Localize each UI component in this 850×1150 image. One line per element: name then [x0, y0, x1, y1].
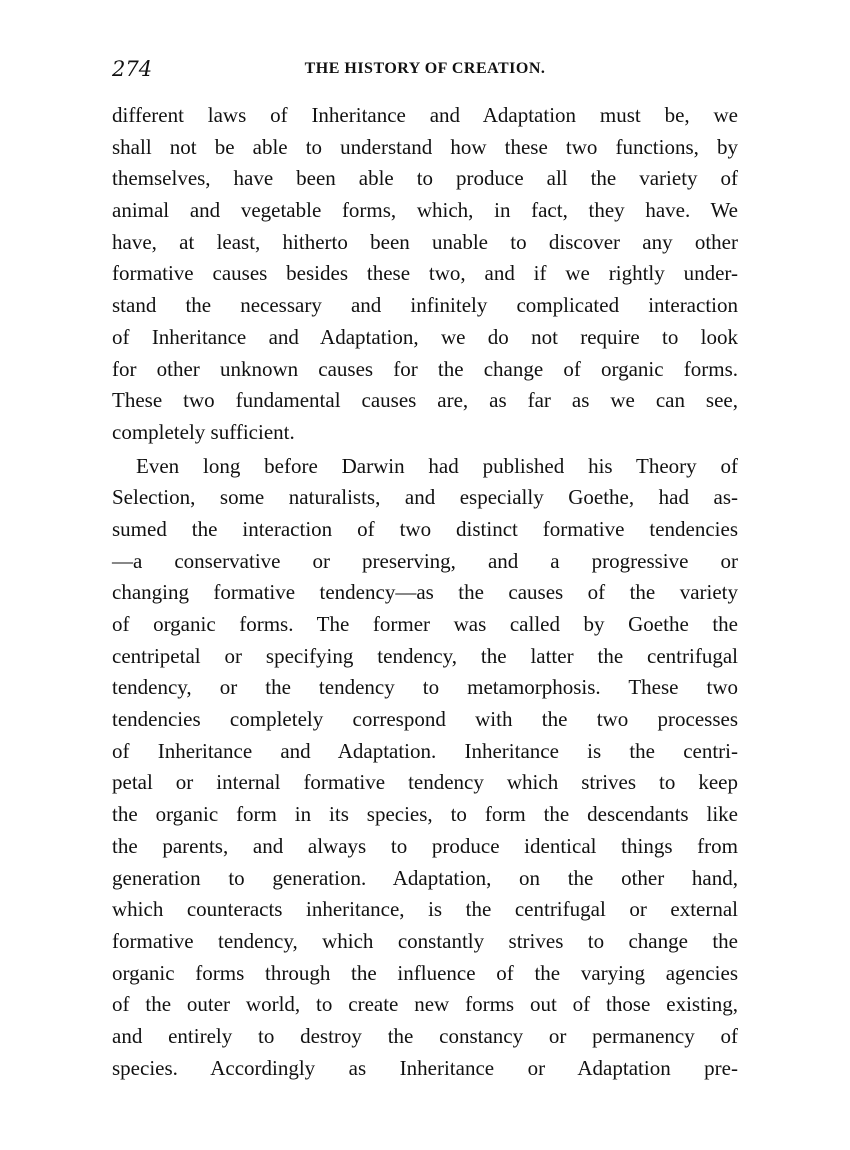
text-line: of Inheritance and Adaptation. Inheritance is the centri- [112, 738, 738, 763]
text-line: formative causes besides these two, and if we rightly under- [112, 261, 738, 286]
text-line: generation to generation. Adaptation, on the other hand, [112, 865, 738, 890]
text-line: formative tendency, which constantly strives to change the [112, 928, 738, 953]
text-line: Even long before Darwin had published his Theory of [136, 453, 738, 478]
text-line: organic forms through the influence of the varying agencies [112, 960, 738, 985]
text-line: of organic forms. The former was called by Goethe the [112, 612, 738, 636]
text-line: petal or internal formative tendency which strives to keep [112, 770, 738, 795]
text-line: species. Accordingly as Inheritance or Adaptation pre- [112, 1055, 738, 1080]
text-line: centripetal or specifying tendency, the latter the centrifugal [112, 643, 738, 668]
text-line: tendency, or the tendency to metamorphosis. These two [112, 675, 738, 700]
text-line: different laws of Inheritance and Adaptation must be, we [112, 103, 738, 127]
text-line: These two fundamental causes are, as far as we can see, [112, 388, 738, 413]
running-title: THE HISTORY OF CREATION. [304, 60, 546, 77]
text-line: for other unknown causes for the change of organic forms. [112, 356, 738, 381]
body-text [112, 100, 738, 1084]
text-line: Selection, some naturalists, and especially Goethe, had as- [112, 485, 738, 510]
text-line: —a conservative or preserving, and a progressive or [112, 548, 738, 573]
paragraph [112, 451, 738, 1085]
text-line: and entirely to destroy the constancy or permanency of [112, 1023, 738, 1048]
text-line: shall not be able to understand how these two functions, by [112, 134, 738, 159]
running-head [112, 54, 738, 84]
text-line: tendencies completely correspond with the two processes [112, 707, 738, 732]
text-line: the organic form in its species, to form the descendants like [112, 802, 738, 827]
text-line: changing formative tendency—as the causes of the variety [112, 580, 738, 605]
text-line: completely sufficient. [112, 419, 295, 444]
text-line: of the outer world, to create new forms out of those existing, [112, 992, 738, 1017]
text-line: have, at least, hitherto been unable to discover any other [112, 229, 738, 254]
text-line: stand the necessary and infinitely complicated interaction [112, 293, 738, 318]
paragraph [112, 100, 738, 449]
text-line: which counteracts inheritance, is the centrifugal or external [112, 897, 738, 922]
text-line: of Inheritance and Adaptation, we do not require to look [112, 324, 738, 349]
text-line: animal and vegetable forms, which, in fact, they have. We [112, 198, 738, 223]
text-line: sumed the interaction of two distinct formative tendencies [112, 516, 738, 541]
text-line: the parents, and always to produce identical things from [112, 833, 738, 858]
text-line: themselves, have been able to produce all the variety of [112, 166, 738, 191]
page-number: 274 [112, 57, 153, 81]
